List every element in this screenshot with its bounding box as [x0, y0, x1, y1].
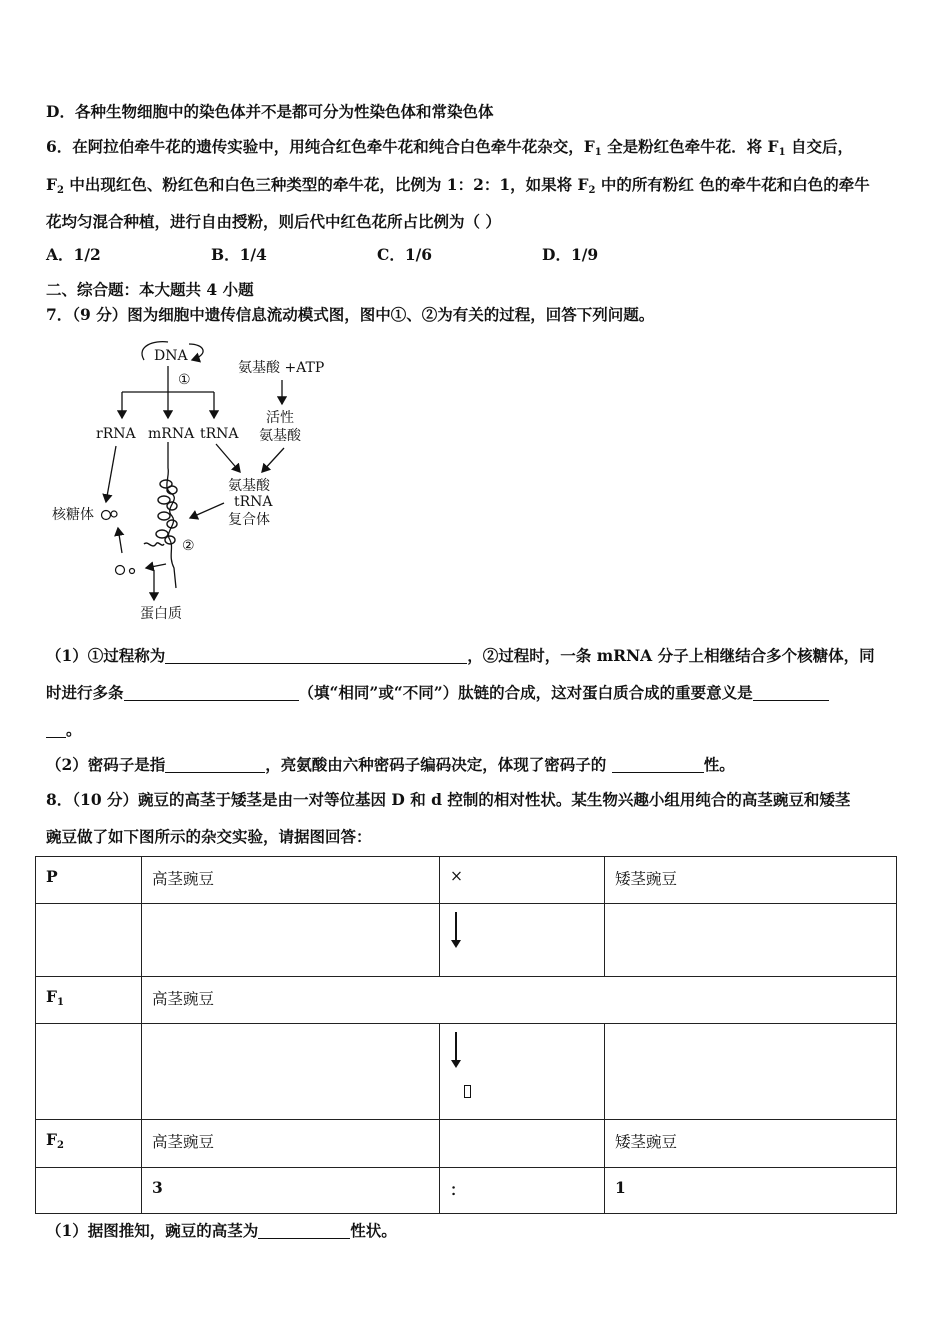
q6-option-b: B．1/4 — [211, 245, 267, 264]
active-label-1: 活性 — [266, 410, 294, 426]
q7-sub2: （2）密码子是指 ，亮氨酸由六种密码子编码决定，体现了密码子的 性。 — [46, 755, 735, 774]
down-arrow-icon — [450, 912, 462, 948]
answer-blank-process-1[interactable] — [165, 647, 467, 664]
q8-sub1: （1）据图推知，豌豆的高茎为 性状。 — [46, 1221, 397, 1240]
dna-label: DNA — [154, 348, 188, 364]
answer-blank-degeneracy[interactable] — [612, 756, 704, 773]
table-row — [36, 1168, 897, 1214]
selfing-symbol-icon — [464, 1085, 471, 1098]
q6-option-c: C．1/6 — [377, 245, 433, 264]
q6-option-a: A．1/2 — [46, 245, 101, 264]
selfing-arrow-icon — [450, 1032, 462, 1068]
generation-f2: $F_2$ — [36, 1120, 142, 1168]
q7-sub1-line3: 。 — [46, 720, 82, 740]
f2-short-pea: 矮茎豌豆 — [605, 1120, 897, 1168]
ribosome-label: 核糖体 — [52, 507, 94, 523]
q5-option-d: D．各种生物细胞中的染色体并不是都可分为性染色体和常染色体 — [46, 102, 494, 121]
step-1-label: ① — [178, 372, 191, 388]
answer-blank-codon[interactable] — [165, 756, 265, 773]
rrna-label: rRNA — [96, 426, 136, 442]
table-row — [36, 1120, 897, 1168]
ratio-separator: ： — [440, 1168, 605, 1214]
q6-line-3: 花均匀混合种植，进行自由授粉，则后代中红色花所占比例为（ ） — [46, 212, 501, 231]
q6-line-1: 6．在阿拉伯牵牛花的遗传实验中，用纯合红色牵牛花和纯合白色牵牛花杂交，$F_1$ 全是粉红色牵牛花．将 $F_1$ 自交后， — [46, 137, 853, 158]
answer-blank-significance-cont[interactable] — [46, 721, 66, 738]
complex-label-2: tRNA — [234, 494, 273, 510]
complex-label-1: 氨基酸 — [228, 478, 270, 494]
q8-line-1: 8．（10 分）豌豆的高茎于矮茎是由一对等位基因 D 和 d 控制的相对性状。某生物兴趣小组用纯合的高茎豌豆和矮茎 — [46, 790, 851, 809]
q6-option-d: D．1/9 — [542, 245, 599, 264]
answer-blank-dominant[interactable] — [258, 1222, 350, 1239]
complex-label-3: 复合体 — [228, 512, 270, 528]
arrow-complex-to-ribosome — [190, 503, 224, 518]
answer-blank-same-different[interactable] — [124, 684, 299, 701]
trna-label: tRNA — [200, 426, 239, 442]
table-row — [36, 904, 897, 977]
table-row — [36, 1024, 897, 1120]
free-ribosome-icon — [116, 566, 125, 575]
cross-experiment-table — [35, 856, 897, 1214]
ratio-tall: 3 — [142, 1168, 440, 1214]
genetic-information-flow-diagram — [44, 338, 344, 628]
p-short-pea: 矮茎豌豆 — [605, 857, 897, 904]
q6-line-2: $F_2$ 中出现红色、粉红色和白色三种类型的牵牛花，比例为 1：2：1，如果将 $F_2$ 中的所有粉红 色的牵牛花和白色的牵牛 — [46, 175, 870, 196]
generation-f1: $F_1$ — [36, 977, 142, 1024]
f1-tall-pea: 高茎豌豆 — [142, 977, 897, 1024]
q8-line-2: 豌豆做了如下图所示的杂交实验，请据图回答： — [46, 827, 372, 846]
f2-tall-pea: 高茎豌豆 — [142, 1120, 440, 1168]
ribosome-icon — [102, 511, 111, 520]
protein-label: 蛋白质 — [140, 606, 182, 622]
q7-sub1-line2: 时进行多条 （填“相同”或“不同”）肽链的合成，这对蛋白质合成的重要意义是 — [46, 683, 829, 703]
amino-atp-label: 氨基酸 +ATP — [238, 360, 325, 376]
answer-blank-significance[interactable] — [753, 684, 829, 701]
step-2-label: ② — [182, 538, 195, 554]
cross-symbol: × — [440, 857, 605, 904]
mrna-strand — [167, 442, 176, 588]
active-label-2: 氨基酸 — [259, 428, 301, 444]
q7-stem: 7．（9 分）图为细胞中遗传信息流动模式图，图中①、②为有关的过程，回答下列问题。 — [46, 305, 655, 324]
p-tall-pea: 高茎豌豆 — [142, 857, 440, 904]
ratio-short: 1 — [605, 1168, 897, 1214]
q7-sub1-line1: （1）①过程称为 ，②过程时，一条 mRNA 分子上相继结合多个核糖体，同 — [46, 646, 875, 665]
table-row — [36, 977, 897, 1024]
section-2-heading: 二、综合题：本大题共 4 小题 — [46, 280, 254, 299]
polysome-icon — [144, 480, 177, 546]
mrna-label: mRNA — [148, 426, 195, 442]
generation-p: P — [36, 857, 142, 904]
table-row — [36, 857, 897, 904]
